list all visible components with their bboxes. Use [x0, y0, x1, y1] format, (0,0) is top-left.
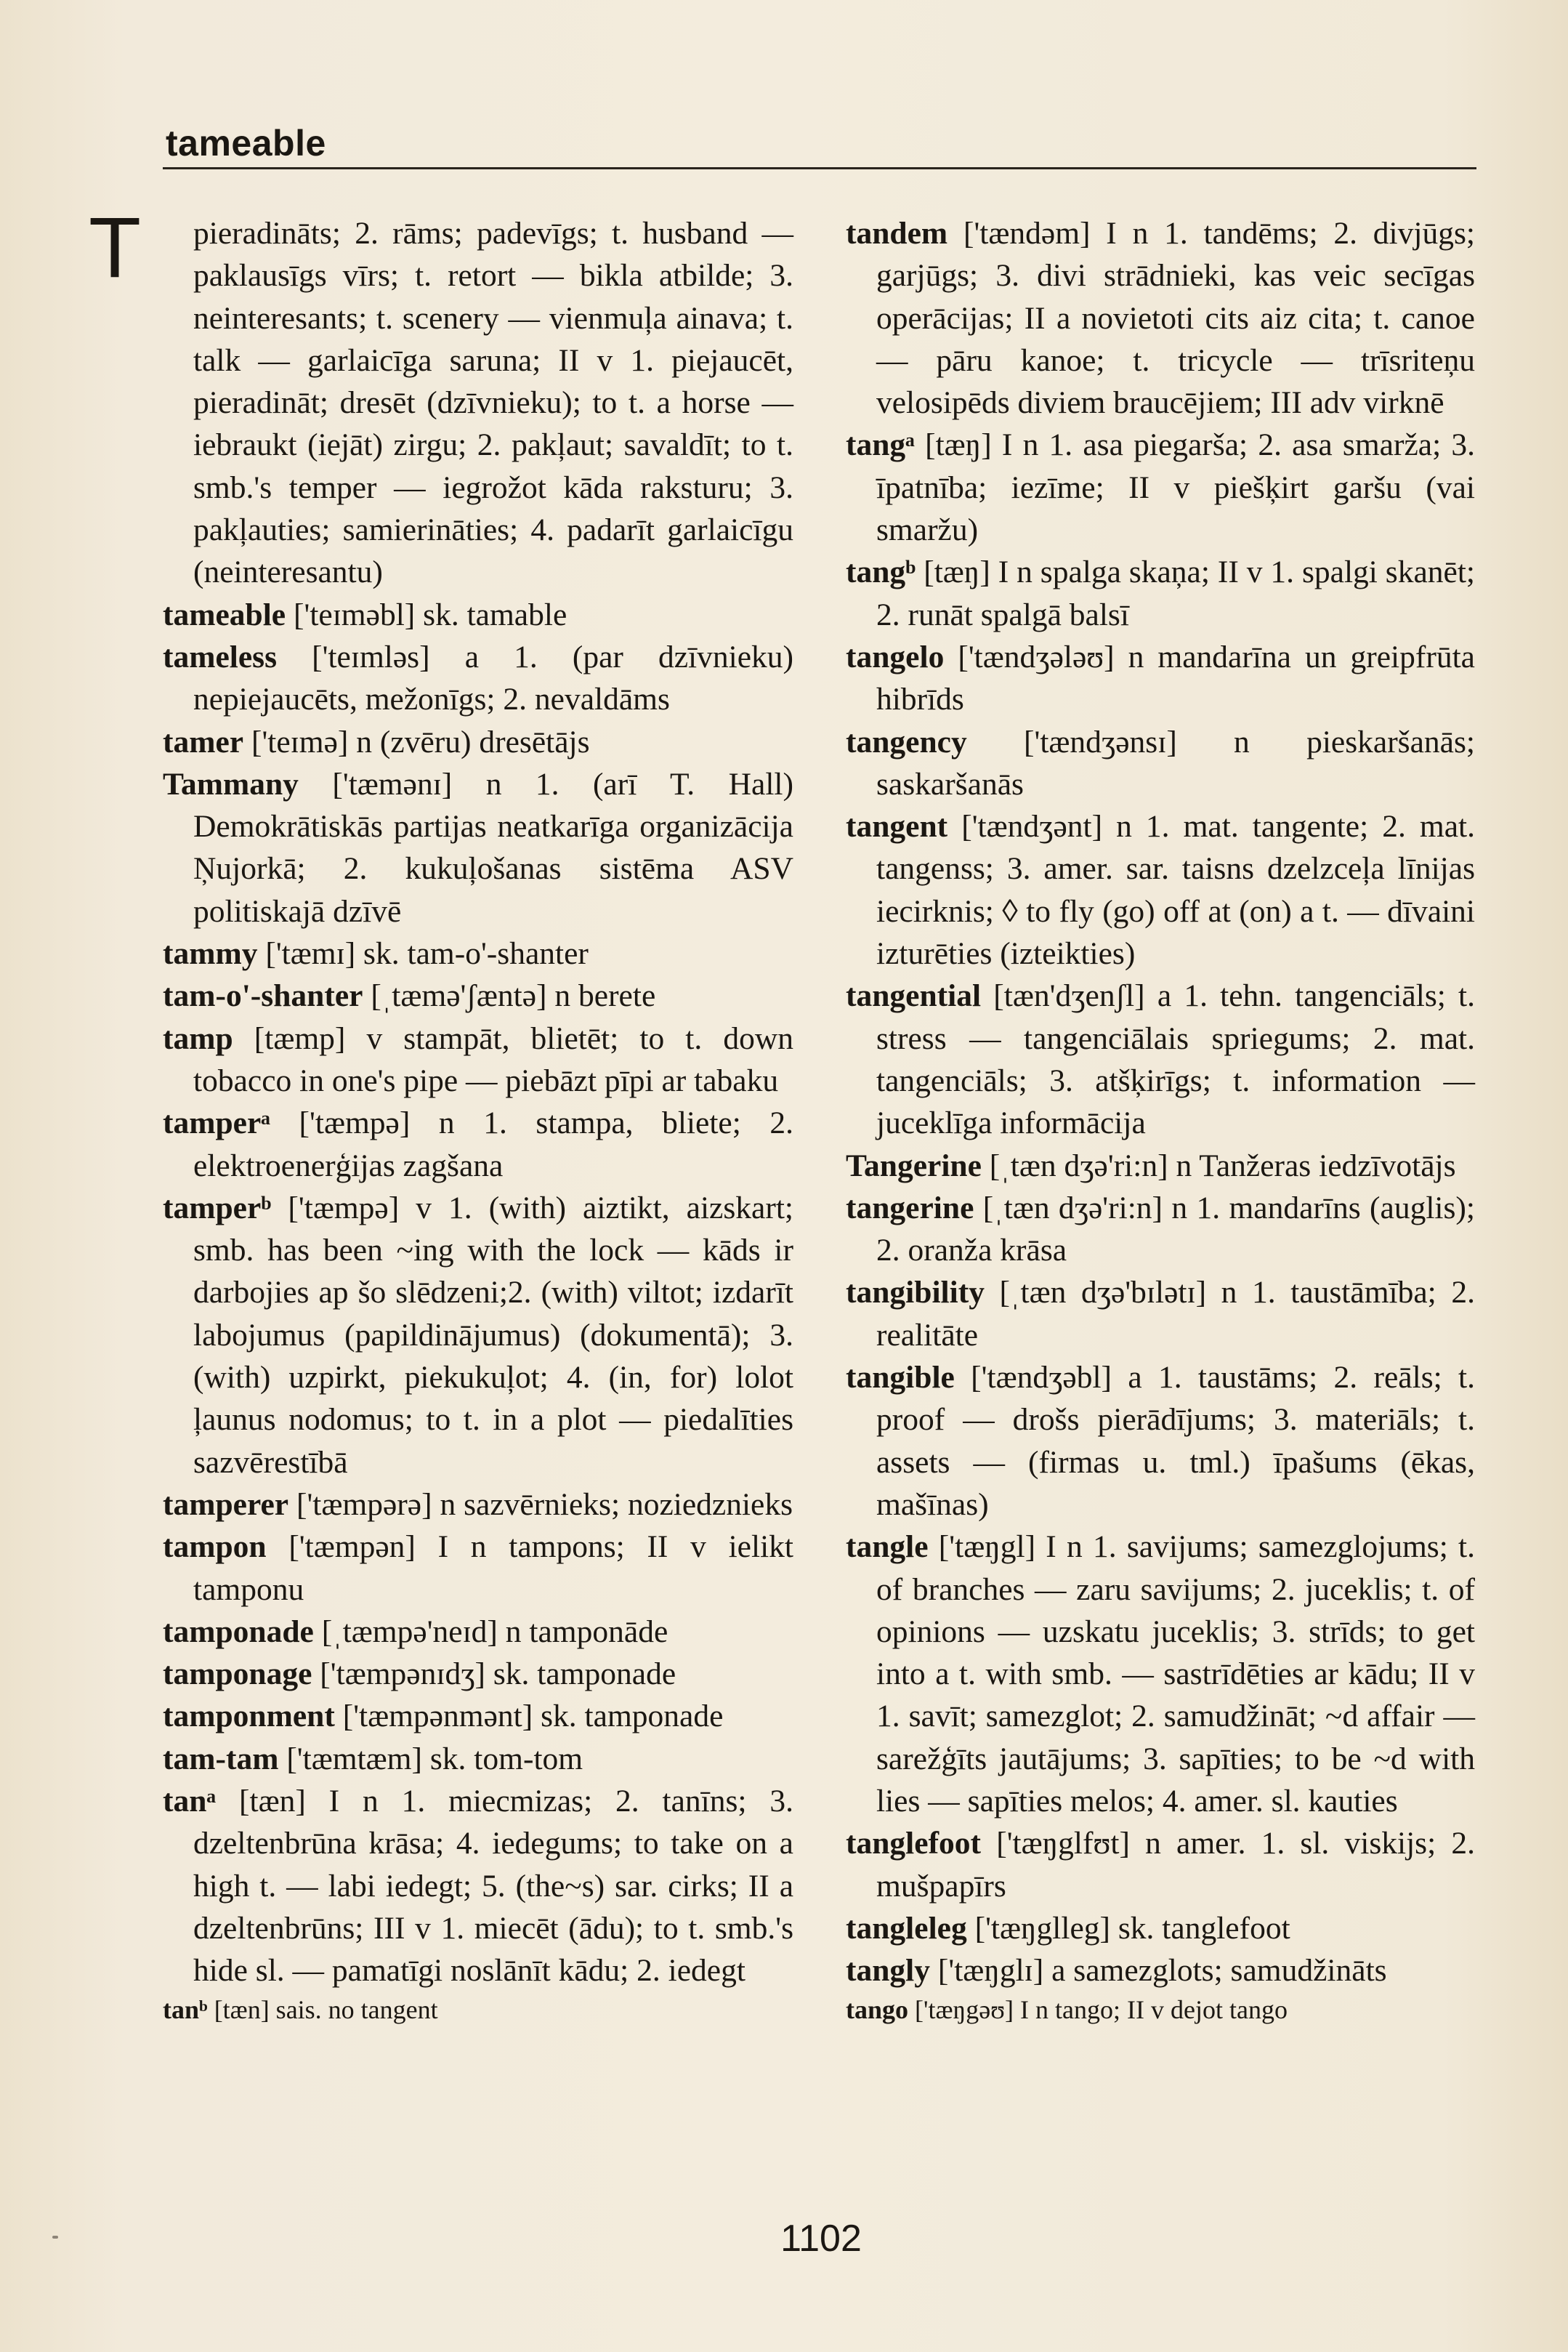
entry-definition: [ˌtæn dʒə'bɪlətɪ] n 1. taustāmība; 2. realitāte [876, 1275, 1475, 1353]
dictionary-entry [846, 1271, 1475, 1356]
entry-definition: ['tæmənɪ] n 1. (arī T. Hall) Demokrātiskās partijas neatkarīga organizācija Ņujorkā; 2. kukuļošanas sistēma ASV politiskajā dzīvē [193, 766, 793, 929]
entry-headword: tampon [163, 1529, 267, 1565]
dictionary-entry [163, 763, 793, 933]
entry-definition: [ˌtæmə'ʃæntə] n berete [363, 978, 656, 1014]
entry-definition: [tæŋ] I n spalga skaņa; II v 1. spalgi skanēt; 2. runāt spalgā balsī [876, 555, 1475, 632]
page-number: 1102 [780, 2218, 862, 2260]
dictionary-entry [163, 1991, 793, 2028]
entry-headword: tangᵇ [846, 555, 916, 590]
entry-headword: tamperᵃ [163, 1105, 270, 1141]
dictionary-entry [846, 636, 1475, 721]
right-column [846, 212, 1475, 2028]
entry-definition: ['tæmpə] n 1. stampa, bliete; 2. elektroenerģijas zagšana [193, 1105, 793, 1183]
dictionary-entry [163, 1780, 793, 1991]
entry-definition: ['tæŋglɪ] a samezglots; samudžināts [930, 1953, 1387, 1989]
entry-headword: Tangerine [846, 1148, 982, 1183]
dictionary-entry [163, 1611, 793, 1653]
entry-headword: tamperer [163, 1486, 289, 1522]
dictionary-entry [163, 594, 793, 636]
left-entry-list [163, 594, 793, 2029]
entry-definition: ['tæmɪ] sk. tam-o'-shanter [257, 936, 589, 972]
entry-headword: tangible [846, 1360, 955, 1396]
entry-definition: ['teɪmləs] a 1. (par dzīvnieku) nepiejaucēts, mežonīgs; 2. nevaldāms [193, 639, 793, 717]
entry-definition: ['tændʒələʊ] n mandarīna un greipfrūta hibrīds [876, 639, 1475, 717]
entry-definition: ['tændʒəbl] a 1. taustāms; 2. reāls; t. proof — drošs pierādījums; 3. materiāls; t. assets — (firmas u. tml.) īpašums (ēkas, mašīnas) [876, 1360, 1475, 1522]
entry-headword: tangᵃ [846, 427, 915, 463]
header-rule [163, 167, 1476, 169]
dictionary-entry [163, 721, 793, 763]
dictionary-entry [163, 1483, 793, 1526]
entry-definition: ['tæŋgəʊ] I n tango; II v dejot tango [908, 1995, 1288, 2025]
entry-definition: [tæn] I n 1. miecmizas; 2. tanīns; 3. dzeltenbrūna krāsa; 4. iedegums; to take on a high t. — labi iedegt; 5. (the~s) sar. cirks; II a dzeltenbrūns; III v 1. miecēt (ādu); to t. smb.'s hide sl. — pamatīgi noslānīt kādu; 2. iedegt [193, 1783, 793, 1989]
continuation-entry: pieradināts; 2. rāms; padevīgs; t. husband — paklausīgs vīrs; t. retort — bikla atbilde; 3. neinteresants; t. scenery — vienmuļa ainava; t. talk — garlaicīga saruna; II v 1. piejaucēt, pieradināt; dresēt (dzīvnieku); to t. a horse — iebraukt (iejāt) zirgu; 2. pakļaut; savaldīt; to t. smb.'s temper — iegrožot kāda raksturu; 3. pakļauties; samierināties; 4. padarīt garlaicīgu (neinteresantu) [193, 216, 793, 590]
left-column [163, 212, 793, 2028]
entry-headword: tangent [846, 809, 948, 845]
entry-definition: ['tæmtæm] sk. tom-tom [278, 1741, 583, 1776]
entry-headword: tammy [163, 936, 258, 972]
dictionary-entry [163, 1018, 793, 1103]
dictionary-entry [846, 1526, 1475, 1822]
entry-headword: tango [846, 1995, 909, 2025]
entry-definition: [ˌtæn dʒə'ri:n] n 1. mandarīns (auglis); 2. oranža krāsa [876, 1190, 1475, 1268]
dictionary-entry [846, 975, 1475, 1144]
entry-headword: tamp [163, 1020, 233, 1056]
dictionary-entry [846, 212, 1475, 424]
entry-headword: tamperᵇ [163, 1190, 272, 1225]
dictionary-entry [846, 805, 1475, 975]
entry-definition: ['tæŋgl] I n 1. savijums; samezglojums; t. of branches — zaru savijums; 2. juceklis; t. of opinions — uzskatu juceklis; 3. strīds; to get into a t. with smb. — sastrīdēties ar kādu; II v 1. savīt; samezglot; 2. samudžināt; ~d affair — sarežģīts jautājums; 3. sapīties; to be ~d with lies — sapīties melos; 4. amer. sl. kauties [876, 1529, 1475, 1819]
dictionary-entry [163, 1102, 793, 1187]
entry-headword: tanglefoot [846, 1826, 982, 1861]
dictionary-entry [163, 975, 793, 1017]
right-entry-list [846, 212, 1475, 2028]
entry-definition: ['tæŋglfʊt] n amer. 1. sl. viskijs; 2. mušpapīrs [876, 1826, 1475, 1904]
dictionary-entry [163, 1695, 793, 1737]
entry-definition: ['tæmpənɪdʒ] sk. tamponade [312, 1656, 676, 1692]
dictionary-entry [846, 1949, 1475, 1991]
entry-headword: tangelo [846, 639, 945, 674]
dictionary-entry [846, 721, 1475, 806]
paper-speck [52, 2236, 58, 2239]
dictionary-entry [846, 1822, 1475, 1907]
entry-headword: tandem [846, 216, 948, 251]
entry-definition: ['teɪməbl] sk. tamable [286, 597, 567, 632]
dictionary-entry [163, 1738, 793, 1780]
entry-definition: [tæn'dʒenʃl] a 1. tehn. tangenciāls; t. stress — tangenciālais spriegums; 2. mat. tangenciāls; 3. atšķirīgs; t. information — juceklīga informācija [876, 978, 1475, 1141]
dictionary-entry [163, 933, 793, 975]
entry-definition: ['tæmpərə] n sazvērnieks; noziedznieks [288, 1486, 793, 1522]
dictionary-entry [846, 1187, 1475, 1272]
entry-headword: tangly [846, 1953, 931, 1989]
dictionary-entry [846, 551, 1475, 636]
entry-headword: tameless [163, 639, 278, 674]
entry-headword: tamponade [163, 1614, 314, 1649]
dictionary-entry [846, 1145, 1475, 1187]
dictionary-entry [846, 1991, 1475, 2028]
entry-definition: [tæn] sais. no tangent [207, 1995, 438, 2025]
dictionary-entry [846, 1907, 1475, 1949]
entry-headword: tanᵇ [163, 1995, 208, 2025]
entry-headword: tangle [846, 1529, 929, 1565]
dictionary-entry [163, 1187, 793, 1483]
dictionary-entry [163, 1526, 793, 1611]
entry-headword: Tammany [163, 766, 299, 802]
entry-definition: ['tæmpənmənt] sk. tamponade [334, 1699, 724, 1734]
entry-definition: ['tændʒənsɪ] n pieskaršanās; saskaršanās [876, 724, 1475, 802]
dictionary-entry [163, 636, 793, 721]
entry-definition: ['tændəm] I n 1. tandēms; 2. divjūgs; garjūgs; 3. divi strādnieki, kas veic secīgas operācijas; II a novietoti cits aiz cita; t. canoe — pāru kanoe; t. tricycle — trīsriteņu velosipēds diviem braucējiem; III adv virknē [876, 216, 1475, 421]
dictionary-entry [846, 1356, 1475, 1526]
entry-headword: tangency [846, 724, 967, 760]
entry-definition: ['teɪmə] n (zvēru) dresētājs [243, 724, 590, 760]
entry-headword: tameable [163, 597, 286, 632]
entry-headword: tam-o'-shanter [163, 978, 363, 1014]
entry-headword: tam-tam [163, 1741, 279, 1776]
entry-definition: [ˌtæmpə'neɪd] n tamponāde [313, 1614, 668, 1649]
entry-definition: [tæŋ] I n 1. asa piegarša; 2. asa smarža; 3. īpatnība; iezīme; II v piešķirt garšu (vai smaržu) [876, 427, 1475, 548]
entry-headword: tamponage [163, 1656, 312, 1692]
entry-headword: tangerine [846, 1190, 974, 1225]
entry-headword: tangleleg [846, 1910, 967, 1946]
entry-definition: ['tæŋglleg] sk. tanglefoot [966, 1910, 1290, 1946]
entry-definition: ['tæmpən] I n tampons; II v ielikt tamponu [193, 1529, 793, 1607]
dictionary-entry [163, 1653, 793, 1695]
entry-headword: tanᵃ [163, 1783, 217, 1819]
entry-headword: tangibility [846, 1275, 985, 1310]
dictionary-entry [846, 424, 1475, 551]
entry-definition: ['tæmpə] v 1. (with) aiztikt, aizskart; smb. has been ~ing with the lock — kāds ir darbojies ap šo slēdzeni;2. (with) viltot; izdarīt labojumus (papildinājumus) (dokumentā); 3. (with) uzpirkt, piekukuļot; 4. (in, for) lolot ļaunus nodomus; to t. in a plot — piedalīties sazvērestībā [193, 1190, 793, 1480]
thumb-index-letter: T [89, 200, 142, 296]
entry-headword: tangential [846, 978, 982, 1014]
entry-headword: tamponment [163, 1699, 335, 1734]
entry-definition: ['tændʒənt] n 1. mat. tangente; 2. mat. tangenss; 3. amer. sar. taisns dzelzceļa līnijas iecirknis; ◊ to fly (go) off at (on) a t. — dīvaini izturēties (izteikties) [876, 809, 1475, 972]
entry-definition: [ˌtæn dʒə'ri:n] n Tanžeras iedzīvotājs [981, 1148, 1456, 1183]
entry-headword: tamer [163, 724, 244, 760]
running-head: tameable [166, 123, 326, 164]
entry-definition: [tæmp] v stampāt, blietēt; to t. down tobacco in one's pipe — piebāzt pīpi ar tabaku [193, 1020, 793, 1098]
